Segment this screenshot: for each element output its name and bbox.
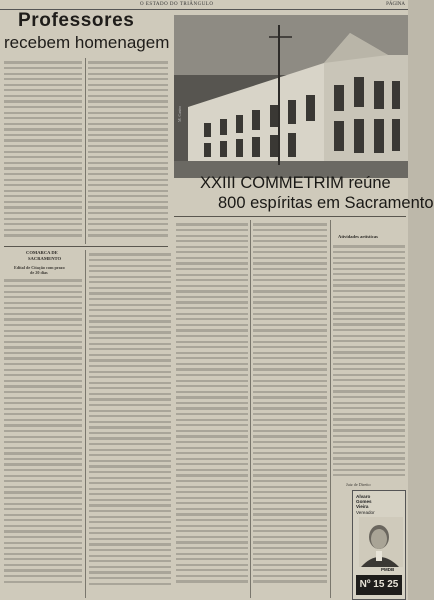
campaign-ad bbox=[352, 490, 406, 600]
ad-party-label: PMDB bbox=[381, 567, 395, 572]
ad-candidate-number: Nº 15 25 bbox=[356, 575, 402, 595]
left-headline-line1: Professores bbox=[18, 10, 135, 31]
left-article-col-1 bbox=[4, 58, 82, 244]
comarca-subtitle: Edital de Citação com prazo bbox=[14, 265, 65, 270]
atividades-title: Atividades artísticas bbox=[338, 234, 378, 239]
section-rule-right bbox=[174, 216, 406, 217]
column-divider bbox=[330, 220, 331, 598]
comarca-title: COMARCA DE bbox=[26, 250, 58, 255]
photo-credit: M. Castro bbox=[177, 106, 182, 122]
left-article-col-2 bbox=[88, 58, 168, 244]
middle-article-col bbox=[89, 250, 171, 598]
masthead bbox=[0, 0, 408, 10]
ad-line4: Vereador bbox=[356, 510, 375, 515]
main-headline-line1: XXIII COMMETRIM reúne bbox=[200, 174, 391, 192]
left-headline-line2: recebem homenagem bbox=[4, 33, 170, 52]
main-headline-line2: 800 espíritas em Sacramento bbox=[218, 194, 434, 212]
building-photo bbox=[174, 15, 408, 178]
section-rule-left bbox=[4, 246, 168, 247]
column-divider bbox=[85, 58, 86, 244]
atividades-text bbox=[333, 242, 405, 486]
commetrim-article-col-1 bbox=[176, 220, 248, 598]
ad-line1: Alvaro bbox=[356, 494, 371, 499]
ad-line3: Vieira bbox=[356, 504, 369, 509]
masthead-title: O ESTADO DO TRIÂNGULO bbox=[140, 2, 214, 7]
comarca-text bbox=[4, 276, 82, 598]
comarca-title-2: SACRAMENTO bbox=[28, 256, 62, 261]
commetrim-article-col-2 bbox=[253, 220, 327, 598]
masthead-page: PÁGINA bbox=[386, 2, 405, 7]
column-divider bbox=[85, 250, 86, 598]
ad-line2: Gomes bbox=[356, 499, 372, 504]
comarca-subtitle-2: de 20 dias bbox=[30, 270, 48, 275]
signature: Juiz de Direito bbox=[346, 482, 371, 487]
candidate-portrait-icon bbox=[359, 517, 403, 567]
building-illustration bbox=[174, 15, 408, 178]
column-divider bbox=[250, 220, 251, 598]
